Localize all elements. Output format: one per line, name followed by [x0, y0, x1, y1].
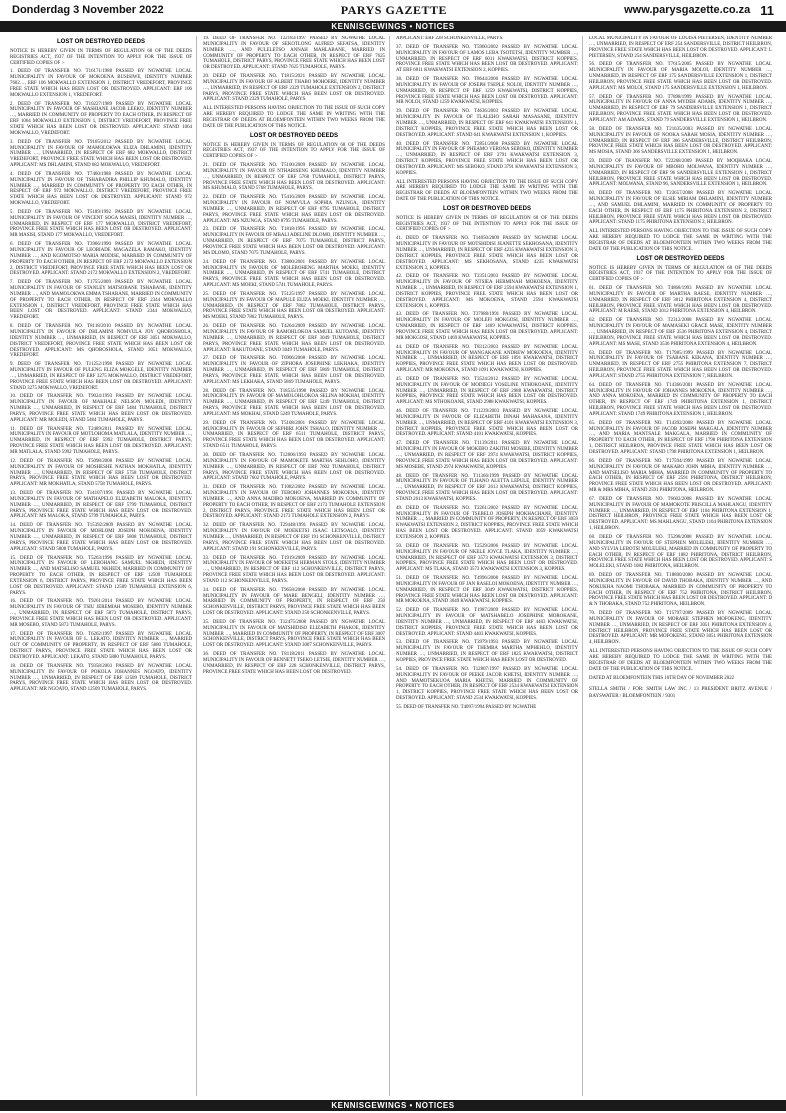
notice-paragraph: 19. DEED OF TRANSFER NO. T22183/1997 PASSED BY NGWATHE LOCAL MUNICIPALITY IN FAVOUR OF SEKOTLONG ALFRED SEFATSA, IDENTITY NUMBER …, AND PULELETSO ANNAH MAHLABANE, MARRIED IN COMMUNITY OF PROPERTY TO EACH OTHER, IN RESPECT OF ERF 7625 TUMAHOLE, DISTRICT PARYS, PROVINCE FREE STATE WHICH HAS BEEN LOST OR DESTROYED. APPLICANT: STAND 7625 TUMAHOLE, PARYS.	[203, 36, 385, 71]
notice-paragraph: 31. DEED OF TRANSFER NO. T1082/2002 PASSED BY NGWATHE LOCAL MUNICIPALITY IN FAVOUR OF TEBOHO JOHANNES MOKOENA, IDENTITY NUMBER …, AND ANNA MADIRO MOKOENA, MARRIED IN COMMUNITY OF PROPERTY TO EACH OTHER, IN RESPECT OF ERF 2173 TUMAHOLE EXTENSION 2, DISTRICT PARYS, PROVINCE FREE STATE WHICH HAS BEEN LOST OR DESTROYED. APPLICANT: STAND 2173 TUMAHOLE EXTENSION 2, PARYS.	[203, 485, 385, 520]
notice-paragraph: ALL INTERESTED PERSONS HAVING OBJECTION TO THE ISSUE OF SUCH COPY ARE HEREBY REQUIRED TO LODGE THE SAME IN WRITING WITH THE REGISTRAR OF DEEDS AT BLOEMFONTEIN WITHIN TWO WEEKS FROM THE DATE OF THE PUBLICATION OF THIS NOTICE.	[589, 649, 772, 672]
notice-paragraph: 13. DEED OF TRANSFER NO. T14107/1991 PASSED BY NGWATHE LOCAL MUNICIPALITY IN FAVOUR OF MATHAPELO ELIZABETH MALOKA, IDENTITY NUMBER …, UNMARRIED, IN RESPECT OF ERF 5799 TUMAHOLE, DISTRICT PARYS, PROVINCE FREE STATE WHICH HAS BEEN LOST OR DESTROYED. APPLICANT: MS MALOKA, STAND 5799 TUMAHOLE, PARYS.	[10, 491, 192, 520]
notice-paragraph: 44. DEED OF TRANSFER NO. T8312/2003 PASSED BY NGWATHE LOCAL MUNICIPALITY IN FAVOUR OF MANGAKANE ANDREW MOKOENA, IDENTITY NUMBER …, UNMARRIED, IN RESPECT OF ERF 1091 KWAKWATSI, DISTRICT KOPPIES, PROVINCE FREE STATE WHICH HAS BEEN LOST OR DESTROYED. APPLICANT: MR MOKOENA, STAND 1091 KWAKWATSI, KOPPIES.	[396, 344, 578, 374]
notice-paragraph: LOCAL MUNICIPALITY IN FAVOUR OF LOUISA PIETERSEN, IDENTITY NUMBER …, UNMARRIED, IN RESPECT OF ERF 254 SANDERSVILLE, DISTRICT HEILBRON, PROVINCE FREE STATE WHICH HAS BEEN LOST OR DESTROYED. APPLICANT: L PIETERSEN, STAND 254 SANDERSVILLE, HEILBRON.	[589, 36, 772, 59]
notice-paragraph: 28. DEED OF TRANSFER NO. T18535/1998 PASSED BY NGWATHE LOCAL MUNICIPALITY IN FAVOUR OF MAMOLOHLOKOA SELINA MOKHAI, IDENTITY NUMBER …, UNMARRIED, IN RESPECT OF ERF 5249 TUMAHOLE, DISTRICT PARYS, PROVINCE FREE STATE WHICH HAS BEEN LOST OR DESTROYED. APPLICANT: MS MOKHAI, STAND 5249 TUMAHOLE, PARYS.	[203, 388, 385, 417]
notice-paragraph: 55. DEED OF TRANSFER NO. T4097/1994 PASSED BY NGWATHE	[396, 704, 537, 710]
notice-paragraph: 25. DEED OF TRANSFER NO. T5125/1997 PASSED BY NGWATHE LOCAL MUNICIPALITY IN FAVOUR OF MAPULE ELIZA MOEKI, IDENTITY NUMBER …, UNMARRIED, IN RESPECT OF ERF 7862 TUMAHOLE, DISTRICT PARYS, PROVINCE FREE STATE WHICH HAS BEEN LOST OR DESTROYED. APPLICANT: MS MOEKI, STAND 7862 TUMAHOLE, PARYS.	[203, 291, 385, 321]
notice-paragraph: 69. DEED OF TRANSFER NO. T18800/2000 PASSED BY NGWATHE LOCAL MUNICIPALITY IN FAVOUR OF DAVID THOBAKA, IDENTITY NUMBER …, AND NOKUKHA NAOMI THOBAKA, MARRIED IN COMMUNITY OF PROPERTY TO EACH OTHER, IN RESPECT OF ERF 752 PHIRITONA, DISTRICT HEILBRON, PROVINCE FREE STATE WHICH HAS BEEN LOST OR DESTROYED. APPLICANT: D & N THOBAKA, STAND 752 PHIRITONA, HEILBRON.	[589, 573, 772, 608]
notice-paragraph: 16. DEED OF TRANSFER NO. T9261/2014 PASSED BY NGWATHE LOCAL MUNICIPALITY IN FAVOUR OF TSIU JEREMIAH MOSEBO, IDENTITY NUMBER …, UNMARRIED, IN RESPECT OF ERF 5873 TUMAHOLE, DISTRICT PARYS, PROVINCE FREE STATE WHICH HAS BEEN LOST OR DESTROYED. APPLICANT: MR MOSEBO, STAND 5873 TUMAHOLE, PARYS.	[10, 599, 192, 628]
notice-paragraph: 62. DEED OF TRANSFER NO. T2312/2008 PASSED BY NGWATHE LOCAL MUNICIPALITY IN FAVOUR OF MAMASEKI GRACE MASE, IDENTITY NUMBER …, UNMARRIED, IN RESPECT OF ERF 3536 PHIRITONA EXTENSION 4, DISTRICT HEILBRON, PROVINCE FREE STATE WHICH HAS BEEN LOST OR DESTROYED. APPLICANT: MS MASE, STAND 3536 PHIRITONA EXTENSION 4, HEILBRON.	[589, 318, 772, 347]
newspaper-title: PARYS GAZETTE	[340, 2, 447, 17]
notice-paragraph: 8. DEED OF TRANSFER NO. T8118/2010 PASSED BY NGWATHE LOCAL MUNICIPALITY IN FAVOUR OF DHLAMINI NOMVULA JOY QHOBOSHOLA, IDENTITY NUMBER …, UNMARRIED, IN RESPECT OF ERF 3051 MOKWALLO, DISTRICT VREDEFORT, PROVINCE FREE STATE WHICH HAS BEEN LOST OR DESTROYED. APPLICANT: MS QHOBOSHOLA, STAND 3051 MOKWALLO, VREDEFORT.	[10, 324, 192, 359]
notice-paragraph: 3. DEED OF TRANSFER NO. T9165/2012 PASSED BY NGWATHE LOCAL MUNICIPALITY IN FAVOUR OF MAMOLOKWA ELIZA DHLAMINI, IDENTITY NUMBER …, UNMARRIED, IN RESPECT OF ERF 682 MOKWALLO, DISTRICT VREDEFORT, PROVINCE FREE STATE WHICH HAS BEEN LOST OR DESTROYED. APPLICANT: MS DHLAMINI, STAND 682 MOKWALLO, VREDEFORT.	[10, 139, 192, 169]
signature-block: STELLA SMITH / FOR: SMITH LAW INC / 13 PRESIDENT BRITZ AVENUE / BAYSWATER / BLOEMFONTEIN / 9301	[589, 687, 772, 699]
section-banner-bottom: KENNISGEWINGS • NOTICES	[0, 1100, 786, 1111]
notice-paragraph: 27. DEED OF TRANSFER NO. T6906/2008 PASSED BY NGWATHE LOCAL MUNICIPALITY IN FAVOUR OF ZIPHORA JOSEPHINE LEKHAKA, IDENTITY NUMBER …, UNMARRIED, IN RESPECT OF ERF 5869 TUMAHOLE, DISTRICT PARYS, PROVINCE FREE STATE WHICH HAS BEEN LOST OR DESTROYED. APPLICANT: MS LEKHAKA, STAND 5869 TUMAHOLE, PARYS.	[203, 356, 385, 385]
notice-paragraph: 22. DEED OF TRANSFER NO. T5416/2009 PASSED BY NGWATHE LOCAL MUNICIPALITY IN FAVOUR OF NOMVULA SOPHIA NZUNGA, IDENTITY NUMBER …, UNMARRIED, IN RESPECT OF ERF 8795 TUMAHOLE, DISTRICT PARYS, PROVINCE FREE STATE WHICH HAS BEEN LOST OR DESTROYED. APPLICANT: MS NZUNGA, STAND 8795 TUMAHOLE, PARYS.	[203, 195, 385, 224]
page-header	[0, 0, 786, 20]
notice-paragraph: 12. DEED OF TRANSFER NO. T5098/2008 PASSED BY NGWATHE LOCAL MUNICIPALITY IN FAVOUR OF MOSHESHE NATHAN MOKHATLA, IDENTITY NUMBER …, UNMARRIED, IN RESPECT OF ERF 5758 TUMAHOLE, DISTRICT PARYS, PROVINCE FREE STATE WHICH HAS BEEN LOST OR DESTROYED. APPLICANT: MR MOKHATLA, STAND 5758 TUMAHOLE, PARYS.	[10, 458, 192, 488]
notice-paragraph: 51. DEED OF TRANSFER NO. T4996/2008 PASSED BY NGWATHE LOCAL MUNICIPALITY IN FAVOUR OF JAN RASELOI MOKOENA, IDENTITY NUMBER …, UNMARRIED, IN RESPECT OF ERF 3049 KWAKWATSI, DISTRICT KOPPIES, PROVINCE FREE STATE WHICH HAS BEEN LOST OR DESTROYED. APPLICANT: MR MOKOENA, STAND 3049 KWAKWATSI, KOPPIES.	[396, 576, 578, 605]
notice-paragraph: NOTICE IS HEREBY GIVEN IN TERMS OF REGULATION 68 OF THE DEEDS REGISTRIES ACT, 1937 OF THE INTENTION TO APPLY FOR THE ISSUE OF CERTIFIED COPIES OF :-	[396, 215, 578, 233]
notice-paragraph: NOTICE IS HEREBY GIVEN IN TERMS OF REGULATION 68 OF THE DEEDS REGISTRIES ACT, 1937 OF THE INTENTION TO APPLY FOR THE ISSUE OF CERTIFIED COPIES OF :-	[203, 142, 385, 160]
notice-paragraph: 52. DEED OF TRANSFER NO. T1987/2009 PASSED BY NGWATHE LOCAL MUNICIPALITY IN FAVOUR OF MATSHABELO JOSEPHINE MOROKANE, IDENTITY NUMBER …, UNMARRIED, IN RESPECT OF ERF 4403 KWAKWATSI, DISTRICT KOPPIES, PROVINCE FREE STATE WHICH HAS BEEN LOST OR DESTROYED. APPLICANT: STAND 4403 KWAKWATSI, KOPPIES.	[396, 608, 578, 637]
notice-paragraph: 34. DEED OF TRANSFER NO. T9658/2008 PASSED BY NGWATHE LOCAL MUNICIPALITY IN FAVOUR OF MARE BENGELI, IDENTITY NUMBER …, MARRIED IN COMMUNITY OF PROPERTY, IN RESPECT OF ERF 250 SCHONKENVILLE, DISTRICT PARYS, PROVINCE FREE STATE WHICH HAS BEEN LOST OR DESTROYED. APPLICANT: STAND 250 SCHONKENVILLE, PARYS.	[203, 587, 385, 617]
notice-paragraph: 10. DEED OF TRANSFER NO. T9024/1993 PASSED BY NGWATHE LOCAL MUNICIPALITY IN FAVOUR OF MAKHALE NELSON MOLEDI, IDENTITY NUMBER …, UNMARRIED, IN RESPECT OF ERF 5484 TUMAHOLE, DISTRICT PARYS, PROVINCE FREE STATE WHICH HAS BEEN LOST OR DESTROYED. APPLICANT: MR MOLEDI, STAND 5484 TUMAHOLE, PARYS.	[10, 394, 192, 423]
website-link[interactable]: www.parysgazette.co.za	[624, 4, 751, 16]
section-banner-top: KENNISGEWINGS • NOTICES	[0, 21, 786, 32]
notice-paragraph: 47. DEED OF TRANSFER NO. T1139/2011 PASSED BY NGWATHE LOCAL MUNICIPALITY IN FAVOUR OF MOKEBO ZAKITHI MOSEBE, IDENTITY NUMBER …, UNMARRIED, IN RESPECT OF ERF 2974 KWAKWATSI, DISTRICT KOPPIES, PROVINCE FREE STATE WHICH HAS BEEN LOST OR DESTROYED. APPLICANT: MS MOSEBE, STAND 2974 KWAKWATSI, KOPPIES.	[396, 441, 578, 470]
notice-paragraph: ALL INTERESTED PERSONS HAVING OBJECTION TO THE ISSUE OF SUCH COPY ARE HEREBY REQUIRED TO LODGE THE SAME IN WRITING WITH THE REGISTRAR OF DEEDS AT BLOEMFONTEIN WITHIN TWO WEEKS FROM THE DATE OF THE PUBLICATION OF THIS NOTICE.	[396, 179, 578, 203]
notice-paragraph: 40. DEED OF TRANSFER NO. T2851/2008 PASSED BY NGWATHE LOCAL MUNICIPALITY IN FAVOUR OF PHEAMO VERONA SEBOKO, IDENTITY NUMBER …, UNMARRIED, IN RESPECT OF ERF 3791 KWAKWATSI EXTENSION 3, DISTRICT KOPPIES, PROVINCE FREE STATE WHICH HAS BEEN LOST OR DESTROYED. APPLICANT: MS SEBOKO, STAND 3791 KWAKWATSI EXTENSION 3, KOPPIES.	[396, 141, 578, 176]
notice-paragraph: 37. DEED OF TRANSFER NO. T5960/2002 PASSED BY NGWATHE LOCAL MUNICIPALITY IN FAVOUR OF LAMOS LEBA TSOTETSI, IDENTITY NUMBER …, UNMARRIED, IN RESPECT OF ERF 6011 KWAKWATSI, DISTRICT KOPPIES, PROVINCE FREE STATE WHICH HAS BEEN LOST OR DESTROYED. APPLICANT: AT ERF 6011 KWAKWATSI EXTENSION 2, KOPPIES.	[396, 44, 578, 74]
notice-paragraph: 17. DEED OF TRANSFER NO. T6262/1997 PASSED BY NGWATHE LOCAL MUNICIPALITY IN FAVOUR OF L. LEKATO, IDENTITY NUMBER …, MARRIED OUT OF COMMUNITY OF PROPERTY, IN RESPECT OF ERF 5880 TUMAHOLE, DISTRICT PARYS, PROVINCE FREE STATE WHICH HAS BEEN LOST OR DESTROYED. APPLICANT: LEKATO, STAND 5880 TUMAHOLE, PARYS.	[10, 631, 192, 660]
notice-paragraph: 45. DEED OF TRANSFER NO. T3524/2012 PASSED BY NGWATHE LOCAL MUNICIPALITY IN FAVOUR OF MODIEGI YOSELINE NTHOKOANE, IDENTITY NUMBER …, UNMARRIED, IN RESPECT OF ERF 2988 KWAKWATSI, DISTRICT KOPPIES, PROVINCE FREE STATE WHICH HAS BEEN LOST OR DESTROYED. APPLICANT: MS NTHOKOANE, STAND 2988 KWAKWATSI, KOPPIES.	[396, 376, 578, 406]
notice-paragraph: 23. DEED OF TRANSFER NO. T1818/1995 PASSED BY NGWATHE LOCAL MUNICIPALITY IN FAVOUR OF MBALI ADELINE DLOMO, IDENTITY NUMBER …, UNMARRIED, IN RESPECT OF ERF 7075 TUMAHOLE, DISTRICT PARYS, PROVINCE FREE STATE WHICH HAS BEEN LOST OR DESTROYED. APPLICANT: MS DLOMO, STAND 7075 TUMAHOLE, PARYS.	[203, 227, 385, 256]
notice-paragraph: ALL INTERESTED PERSONS HAVING OBJECTION TO THE ISSUE OF SUCH COPY ARE HEREBY REQUIRED TO LODGE THE SAME IN WRITING WITH THE REGISTRAR OF DEEDS AT BLOEMFONTEIN WITHIN TWO WEEKS FROM THE DATE OF THE PUBLICATION OF THIS NOTICE.	[589, 229, 772, 252]
notice-paragraph: 60. DEED OF TRANSFER NO. T23657/2008 PASSED BY NGWATHE LOCAL MUNICIPALITY IN FAVOUR OF ELSIE MIRIAM DHLAMINI, IDENTITY NUMBER …, AND SAMUEL DHLAMINI, MARRIED IN COMMUNITY OF PROPERTY TO EACH OTHER, IN RESPECT OF ERF 1175 PHIRITONA EXTENSION 2, DISTRICT HEILBRON, PROVINCE FREE STATE WHICH HAS BEEN LOST OR DESTROYED. APPLICANT: STAND 1175 PHIRITONA EXTENSION 2, HEILBRON.	[589, 191, 772, 226]
notice-paragraph: 1. DEED OF TRANSFER NO. T16171/1988 PASSED BY NGWATHE LOCAL MUNICIPALITY IN FAVOUR OF MOKOENA BUSISIWE, IDENTITY NUMBER 7602…, ERF 106 MOKWALLO EXTENSION 1, DISTRICT VREDEFORT, PROVINCE FREE STATE WHICH HAS BEEN LOST OR DESTROYED. APPLICANT: ERF 106 MOKWALLO EXTENSION 1, VREDEFORT.	[10, 69, 192, 98]
notice-paragraph: 7. DEED OF TRANSFER NO. T1755/2009 PASSED BY NGWATHE LOCAL MUNICIPALITY IN FAVOUR OF STANLEY MATSOBANE TSHABANE, IDENTITY NUMBER …, AND MAMOLOKWA EMMA TSHABANE, MARRIED IN COMMUNITY OF PROPERTY TO EACH OTHER, IN RESPECT OF ERF 2344 MOKWALLO EXTENSION 1, DISTRICT VREDEFORT, PROVINCE FREE STATE WHICH HAS BEEN LOST OR DESTROYED. APPLICANT: STAND 2344 MOKWALLO, VREDEFORT.	[10, 280, 192, 321]
notice-paragraph: 2. DEED OF TRANSFER NO. T10227/1989 PASSED BY NGWATHE LOCAL MUNICIPALITY IN FAVOUR OF MASHIANE JACOB LEEKO, IDENTITY NUMBER …, MARRIED IN COMMUNITY OF PROPERTY TO EACH OTHER, IN RESPECT OF ERF 1064 MOKWALLO EXTENSION 1, DISTRICT VREDEFORT, PROVINCE FREE STATE WHICH HAS BEEN LOST OR DESTROYED. APPLICANT: STAND 1064 MOKWALLO, VREDEFORT.	[10, 101, 192, 136]
page-number: 11	[760, 2, 774, 18]
notice-paragraph: 35. DEED OF TRANSFER NO. T12475/2008 PASSED BY NGWATHE LOCAL MUNICIPALITY IN FAVOUR OF MATSHIDISO ELIZABETH PHAKOE, IDENTITY NUMBER …, MARRIED IN COMMUNITY OF PROPERTY, IN RESPECT OF ERF 3007 SCHONKENVILLE, DISTRICT PARYS, PROVINCE FREE STATE WHICH HAS BEEN LOST OR DESTROYED. APPLICANT: STAND 3007 SCHONKENVILLE, PARYS.	[203, 619, 385, 649]
notice-paragraph: 29. DEED OF TRANSFER NO. T5108/2001 PASSED BY NGWATHE LOCAL MUNICIPALITY IN FAVOUR OF SEPHIRI JOHN TSHALO, IDENTITY NUMBER …, UNMARRIED, IN RESPECT OF ERF 6511 TUMAHOLE, DISTRICT PARYS, PROVINCE FREE STATE WHICH HAS BEEN LOST OR DESTROYED. APPLICANT: STAND 6511 TUMAHOLE, PARYS.	[203, 420, 385, 450]
notice-paragraph: 38. DEED OF TRANSFER NO. T8644/2000 PASSED BY NGWATHE LOCAL MUNICIPALITY IN FAVOUR OF JOSEPH TSEPLE NOLOI, IDENTITY NUMBER …, UNMARRIED, IN RESPECT OF ERF 1259 KWAKWATSI, DISTRICT KOPPIES, PROVINCE FREE STATE WHICH HAS BEEN LOST OR DESTROYED. APPLICANT: MR NOLOI, STAND 1259 KWAKWATSI, KOPPIES.	[396, 77, 578, 106]
notice-paragraph: 67. DEED OF TRANSFER NO. T6602/2008 PASSED BY NGWATHE LOCAL MUNICIPALITY IN FAVOUR OF MAMOKOTE PRISCILLA MAHLANGU, IDENTITY NUMBER …, UNMARRIED, IN RESPECT OF ERF 1104 PHIRITONA EXTENSION 1, DISTRICT HEILBRON, PROVINCE FREE STATE WHICH HAS BEEN LOST OR DESTROYED. APPLICANT: MS MAHLANGU, STAND 1104 PHIRITONA EXTENSION 1, HEILBRON.	[589, 496, 772, 532]
section-heading: LOST OR DESTROYED DEEDS	[442, 205, 531, 212]
notice-paragraph: 5. DEED OF TRANSFER NO. T5189/1992 PASSED BY NGWATHE LOCAL MUNICIPALITY IN FAVOUR OF VINCENT SOGA MASISI, IDENTITY NUMBER …, UNMARRIED, IN RESPECT OF ERF 177 MOKWALLO, DISTRICT VREDEFORT, PROVINCE FREE STATE WHICH HAS BEEN LOST OR DESTROYED. APPLICANT: MR MASISI, STAND 177 MOKWALLO, VREDEFORT.	[10, 209, 192, 239]
notice-paragraph: 30. DEED OF TRANSFER NO. T12806/1993 PASSED BY NGWATHE LOCAL MUNICIPALITY IN FAVOUR OF MAMOKETE MARTHA SEHLOHO, IDENTITY NUMBER …, UNMARRIED, IN RESPECT OF ERF 7602 TUMAHOLE, DISTRICT PARYS, PROVINCE FREE STATE WHICH HAS BEEN LOST OR DESTROYED. APPLICANT: STAND 7602 TUMAHOLE, PARYS.	[203, 453, 385, 482]
notice-paragraph: 54. DEED OF TRANSFER NO. T12807/1997 PASSED BY NGWATHE LOCAL MUNICIPALITY IN FAVOUR OF PEEKE JACOB KHETSI, IDENTITY NUMBER …, AND MAMOTSEKUOA MARIA KHETSI, MARRIED IN COMMUNITY OF PROPERTY TO EACH OTHER, IN RESPECT OF ERF 2534 KWAKWATSI EXTENSION 1, DISTRICT KOPPIES, PROVINCE FREE STATE WHICH HAS BEEN LOST OR DESTROYED. APPLICANT: STAND 2534 KWAKWATSI, KOPPIES.	[396, 666, 578, 702]
notice-paragraph: 49. DEED OF TRANSFER NO. T2261/2002 PASSED BY NGWATHE LOCAL MUNICIPALITY IN FAVOUR OF TSEBELO JOSEPH MOKHACHANE, IDENTITY NUMBER …, MARRIED IN COMMUNITY OF PROPERTY, IN RESPECT OF ERF 3059 KWAKWATSI EXTENSION 2, DISTRICT KOPPIES, PROVINCE FREE STATE WHICH HAS BEEN LOST OR DESTROYED. APPLICANT: STAND 3059 KWAKWATSI EXTENSION 2, KOPPIES.	[396, 505, 578, 540]
notice-paragraph: APPLICANT: ERF 228 SCHONKENVILLE, PARYS.	[396, 36, 504, 41]
notice-paragraph: DATED AT BLOEMFONTEIN THIS 10TH DAY OF NOVEMBER 2022	[589, 675, 735, 681]
notice-paragraph: 58. DEED OF TRANSFER NO. T21035/2003 PASSED BY NGWATHE LOCAL MUNICIPALITY IN FAVOUR OF NOOKA SARAH MOSIA, IDENTITY NUMBER …, UNMARRIED, IN RESPECT OF ERF 366 SANDERSVILLE, DISTRICT HEILBRON, PROVINCE FREE STATE WHICH HAS BEEN LOST OR DESTROYED. APPLICANT: MS MOSIA, STAND 366 SANDERSVILLE EXTENSION 1, HEILBRON.	[589, 126, 772, 156]
column-1	[10, 36, 197, 1096]
notice-paragraph: 50. DEED OF TRANSFER NO. T2529/2006 PASSED BY NGWATHE LOCAL MUNICIPALITY IN FAVOUR OF NKELE JOYCE TLAKA, IDENTITY NUMBER …, UNMARRIED, IN RESPECT OF ERF 3573 KWAKWATSI EXTENSION 3, DISTRICT KOPPIES, PROVINCE FREE STATE WHICH HAS BEEN LOST OR DESTROYED. APPLICANT: MS TLAKA, STAND 3573 KWAKWATSI EXTENSION 3, KOPPIES.	[396, 543, 578, 573]
section-heading: LOST OR DESTROYED DEEDS	[56, 39, 145, 45]
notice-paragraph: 64. DEED OF TRANSFER NO. T14366/2001 PASSED BY NGWATHE LOCAL MUNICIPALITY IN FAVOUR OF JOHANNES MOKOENA, IDENTITY NUMBER …, AND ANNA MOKOENA, MARRIED IN COMMUNITY OF PROPERTY TO EACH OTHER, IN RESPECT OF ERF 1749 PHIRITONA EXTENSION 1, DISTRICT HEILBRON, PROVINCE FREE STATE WHICH HAS BEEN LOST OR DESTROYED. APPLICANT: STAND 1749 PHIRITONA EXTENSION 1, HEILBRON.	[589, 382, 772, 417]
notice-paragraph: 57. DEED OF TRANSFER NO. T7898/1999 PASSED BY NGWATHE LOCAL MUNICIPALITY IN FAVOUR OF ANNA MYDEH ADAMS, IDENTITY NUMBER …, UNMARRIED, IN RESPECT OF ERF 79 SANDERSVILLE EXTENSION 1, DISTRICT HEILBRON, PROVINCE FREE STATE WHICH HAS BEEN LOST OR DESTROYED. APPLICANT: AM ADAMS, STAND 79 SANDERSVILLE EXTENSION 1, HEILBRON.	[589, 94, 772, 123]
issue-date: Donderdag 3 November 2022	[12, 4, 164, 16]
notice-paragraph: 63. DEED OF TRANSFER NO. T17985/1999 PASSED BY NGWATHE LOCAL MUNICIPALITY IN FAVOUR OF TSABANE KEKANA, IDENTITY NUMBER …, UNMARRIED, IN RESPECT OF ERF 2755 PHIRITONA EXTENSION 7, DISTRICT HEILBRON, PROVINCE FREE STATE WHICH HAS BEEN LOST OR DESTROYED. APPLICANT: STAND 2755 PHIRITONA EXTENSION 7, HEILBRON.	[589, 350, 772, 379]
column-2	[203, 36, 390, 1096]
notice-paragraph: 48. DEED OF TRANSFER NO. T11366/1999 PASSED BY NGWATHE LOCAL MUNICIPALITY IN FAVOUR OF TLHANO ALETTA LEPULE, IDENTITY NUMBER …, UNMARRIED, IN RESPECT OF ERF 2613 KWAKWATSI, DISTRICT KOPPIES, PROVINCE FREE STATE WHICH HAS BEEN LOST OR DESTROYED. APPLICANT: STAND 2613 KWAKWATSI, KOPPIES.	[396, 473, 578, 502]
notice-paragraph: 18. DEED OF TRANSFER NO. T9358/2003 PASSED BY NGWATHE LOCAL MUNICIPALITY IN FAVOUR OF POKOLA JOHANNES NGOATO, IDENTITY NUMBER …, UNMARRIED, IN RESPECT OF ERF 12509 TUMAHOLE, DISTRICT PARYS, PROVINCE FREE STATE WHICH HAS BEEN LOST OR DESTROYED. APPLICANT: MR NGOATO, STAND 12509 TUMAHOLE, PARYS.	[10, 663, 192, 693]
notice-paragraph: 42. DEED OF TRANSFER NO. T2351/2003 PASSED BY NGWATHE LOCAL MUNICIPALITY IN FAVOUR OF NTSIEA HERMINAH MOKOENA, IDENTITY NUMBER …, UNMARRIED, IN RESPECT OF ERF 2594 KWAKWATSI EXTENSION 1, DISTRICT KOPPIES, PROVINCE FREE STATE WHICH HAS BEEN LOST OR DESTROYED. APPLICANT: MS MOKOENA, STAND 2594 KWAKWATSI EXTENSION 1, KOPPIES.	[396, 274, 578, 309]
notice-paragraph: 20. DEED OF TRANSFER NO. T1815/2021 PASSED BY NGWATHE LOCAL MUNICIPALITY IN FAVOUR OF ALBERT THABO MOHOERE, IDENTITY NUMBER …, UNMARRIED, IN RESPECT OF ERF 2329 TUMAHOLE EXTENSION 2, DISTRICT PARYS, PROVINCE FREE STATE WHICH HAS BEEN LOST OR DESTROYED. APPLICANT: STAND 2329 TUMAHOLE, PARYS.	[203, 74, 385, 103]
notice-paragraph: 33. DEED OF TRANSFER NO. T1919/2009 PASSED BY NGWATHE LOCAL MUNICIPALITY IN FAVOUR OF MOEKETSI HERMAN STOLS, IDENTITY NUMBER …, UNMARRIED, IN RESPECT OF ERF 112 SCHONKENVILLE, DISTRICT PARYS, PROVINCE FREE STATE WHICH HAS BEEN LOST OR DESTROYED. APPLICANT: STAND 112 SCHONKENVILLE, PARYS.	[203, 555, 385, 584]
notice-paragraph: 53. DEED OF TRANSFER NO. T3979/1993 PASSED BY NGWATHE LOCAL MUNICIPALITY IN FAVOUR OF THEMBA MARTHA MPHEHLO, IDENTITY NUMBER …, UNMARRIED, IN RESPECT OF ERF 1825 KWAKWATSI, DISTRICT KOPPIES, PROVINCE FREE STATE WHICH HAS BEEN LOST OR DESTROYED.	[396, 640, 578, 663]
notice-paragraph: 46. DEED OF TRANSFER NO. T11239/2003 PASSED BY NGWATHE LOCAL MUNICIPALITY IN FAVOUR OF ELIZABETH DINAH MAHASANA, IDENTITY NUMBER …, UNMARRIED, IN RESPECT OF ERF 4101 KWAKWATSI EXTENSION 3, DISTRICT KOPPIES, PROVINCE FREE STATE WHICH HAS BEEN LOST OR DESTROYED. APPLICANT: STAND 4101 KWAKWATSI, KOPPIES.	[396, 409, 578, 438]
notice-paragraph: 21. DEED OF TRANSFER NO. T5100/2009 PASSED BY NGWATHE LOCAL MUNICIPALITY IN FAVOUR OF NTHABISENG KHUMALO, IDENTITY NUMBER …, UNMARRIED, IN RESPECT OF ERF 5768 TUMAHOLE, DISTRICT PARYS, PROVINCE FREE STATE WHICH HAS BEEN LOST OR DESTROYED. APPLICANT: MS KHUMALO, STAND 5768 TUMAHOLE, PARYS.	[203, 163, 385, 192]
notice-paragraph: 39. DEED OF TRANSFER NO. T4636/2003 PASSED BY NGWATHE LOCAL MUNICIPALITY IN FAVOUR OF TLALEHO SARAH MASASANE, IDENTITY NUMBER …, UNMARRIED, IN RESPECT OF ERF 641 KWAKWATSI EXTENSION 1, DISTRICT KOPPIES, PROVINCE FREE STATE WHICH HAS BEEN LOST OR DESTROYED. APPLICANT: STAND 641 KWAKWATSI EXTENSION 1, KOPPIES.	[396, 109, 578, 138]
column-3	[396, 36, 583, 1096]
notice-paragraph: 68. DEED OF TRANSFER NO. T5298/2008 PASSED BY NGWATHE LOCAL MUNICIPALITY IN FAVOUR OF STEPHEN MOLELEKI, IDENTITY NUMBER …, AND SYLVIA LEBOTSI MOLELEKI, MARRIED IN COMMUNITY OF PROPERTY TO EACH OTHER, IN RESPECT OF ERF 1082 PHIRITONA, DISTRICT HEILBRON, PROVINCE FREE STATE WHICH HAS BEEN LOST OR DESTROYED. APPLICANT: S MOLELEKI, STAND 1082 PHIRITONA, HEILBRON.	[589, 534, 772, 570]
section-heading: LOST OR DESTROYED DEEDS	[249, 132, 338, 139]
notice-paragraph: 9. DEED OF TRANSFER NO. T11252/1998 PASSED BY NGWATHE LOCAL MUNICIPALITY IN FAVOUR OF PULENG ELIZA MOKGELE, IDENTITY NUMBER …, UNMARRIED, IN RESPECT OF ERF 3275 MOKWALLO, DISTRICT VREDEFORT, PROVINCE FREE STATE WHICH HAS BEEN LOST OR DESTROYED. APPLICANT: STAND 3275 MOKWALLO, VREDEFORT.	[10, 362, 192, 391]
notice-paragraph: 61. DEED OF TRANSFER NO. T4868/1993 PASSED BY NGWATHE LOCAL MUNICIPALITY IN FAVOUR OF MARTHA RAESE, IDENTITY NUMBER …, UNMARRIED, IN RESPECT OF ERF 3012 PHIRITONA EXTENSION 4, DISTRICT HEILBRON, PROVINCE FREE STATE WHICH HAS BEEN LOST OR DESTROYED. APPLICANT: M RAESE, STAND 3012 PHIRITONA EXTENSION 4, HEILBRON.	[589, 286, 772, 315]
notice-paragraph: 32. DEED OF TRANSFER NO. T29448/1991 PASSED BY NGWATHE LOCAL MUNICIPALITY IN FAVOUR OF MOEKETSI ISAAC LETSOALO, IDENTITY NUMBER …, UNMARRIED, IN RESPECT OF ERF 191 SCHONKENVILLE, DISTRICT PARYS, PROVINCE FREE STATE WHICH HAS BEEN LOST OR DESTROYED. APPLICANT: STAND 191 SCHONKENVILLE, PARYS.	[203, 523, 385, 552]
notice-paragraph: 6. DEED OF TRANSFER NO. T3966/1990 PASSED BY NGWATHE LOCAL MUNICIPALITY IN FAVOUR OF LEOBIADE MAGAZELA RAMAKO, IDENTITY NUMBER …, AND KGOMOTSO MARIA MODISE, MARRIED IN COMMUNITY OF PROPERTY TO EACH OTHER, IN RESPECT OF ERF 2172 MOKWALLO EXTENSION 2, DISTRICT VREDEFORT, PROVINCE FREE STATE WHICH HAS BEEN LOST OR DESTROYED. APPLICANT: STAND 2172 MOKWALLO EXTENSION 2, VREDEFORT.	[10, 242, 192, 277]
section-heading: LOST OR DESTROYED DEEDS	[636, 255, 725, 262]
notice-paragraph: 59. DEED OF TRANSFER NO. T22268/2009 PASSED BY MOQHAKA LOCAL MUNICIPALITY IN FAVOUR OF MBOHO MOLWANA, IDENTITY NUMBER …, UNMARRIED, IN RESPECT OF ERF 96 SANDERSVILLE EXTENSION 1, DISTRICT HEILBRON, PROVINCE FREE STATE WHICH HAS BEEN LOST OR DESTROYED. APPLICANT: MOLWANA, STAND 96, SANDERSVILLE EXTENSION 1, HEILBRON.	[589, 159, 772, 188]
notice-paragraph: 26. DEED OF TRANSFER NO. T4264/2009 PASSED BY NGWATHE LOCAL MUNICIPALITY IN FAVOUR OF RAMOHLOKOA SAMUEL KUTOANE, IDENTITY NUMBER …, UNMARRIED, IN RESPECT OF ERF 3049 TUMAHOLE, DISTRICT PARYS, PROVINCE FREE STATE WHICH HAS BEEN LOST OR DESTROYED. APPLICANT: RAKUTOANE, STAND 3049 TUMAHOLE, PARYS.	[203, 324, 385, 353]
notice-paragraph: ALL INTERESTED PERSONS HAVING OBJECTION TO THE ISSUE OF SUCH COPY ARE HEREBY REQUIRED TO LODGE THE SAME IN WRITING WITH THE REGISTRAR OF DEEDS AT BLOEMFONTEIN WITHIN TWO WEEKS FROM THE DATE OF THE PUBLICATION OF THIS NOTICE.	[203, 106, 385, 129]
notice-paragraph: 15. DEED OF TRANSFER NO. T5263/1996 PASSED BY NGWATHE LOCAL MUNICIPALITY IN FAVOUR OF LEBOHANG SAMUEL NKHEDI, IDENTITY NUMBER …, AND MATSELISO SAMUEL NKHEDI, MARRIED IN COMMUNITY OF PROPERTY TO EACH OTHER, IN RESPECT OF ERF 12509 TUMAHOLE EXTENSION 6, DISTRICT PARYS, PROVINCE FREE STATE WHICH HAS BEEN LOST OR DESTROYED. APPLICANT: STAND 12509 TUMAHOLE EXTENSION 6, PARYS.	[10, 555, 192, 596]
notice-paragraph: 24. DEED OF TRANSFER NO. T3800/2001 PASSED BY NGWATHE LOCAL MUNICIPALITY IN FAVOUR OF MOLEBOHENG MARTHA MOEKI, IDENTITY NUMBER …, UNMARRIED, IN RESPECT OF ERF 5741 TUMAHOLE, DISTRICT PARYS, PROVINCE FREE STATE WHICH HAS BEEN LOST OR DESTROYED. APPLICANT: MS MOEKI, STAND 5741 TUMAHOLE, PARYS.	[203, 259, 385, 289]
notice-paragraph: 65. DEED OF TRANSFER NO. T14392/2008 PASSED BY NGWATHE LOCAL MUNICIPALITY IN FAVOUR OF JACOB JOSEPH MAKGALA, IDENTITY NUMBER …, AND MARIA MANTSALE MAKGALA, MARRIED IN COMMUNITY OF PROPERTY TO EACH OTHER, IN RESPECT OF ERF 1798 PHIRITONA EXTENSION 1, DISTRICT HEILBRON, PROVINCE FREE STATE WHICH HAS BEEN LOST OR DESTROYED. APPLICANT: STAND 1798 PHIRITONA EXTENSION 1, HEILBRON.	[589, 420, 772, 455]
header-right	[624, 3, 774, 18]
notice-paragraph: 14. DEED OF TRANSFER NO. T15392/2009 PASSED BY NGWATHE LOCAL MUNICIPALITY IN FAVOUR OF MOHLOMI JOSEPH MOKOENA, IDENTITY NUMBER …, UNMARRIED, IN RESPECT OF ERF 5808 TUMAHOLE, DISTRICT PARYS, PROVINCE FREE STATE WHICH HAS BEEN LOST OR DESTROYED. APPLICANT: STAND 5808 TUMAHOLE, PARYS.	[10, 523, 192, 552]
notice-paragraph: 43. DEED OF TRANSFER NO. T37988/1991 PASSED BY NGWATHE LOCAL MUNICIPALITY IN FAVOUR OF MOLEFI MOKGOSI, IDENTITY NUMBER …, UNMARRIED, IN RESPECT OF ERF 1469 KWAKWATSI, DISTRICT KOPPIES, PROVINCE FREE STATE WHICH HAS BEEN LOST OR DESTROYED. APPLICANT: MR MOKGOSI, STAND 1469 KWAKWATSI, KOPPIES.	[396, 312, 578, 341]
notice-paragraph: 36. DEED OF TRANSFER NO. T8118/2011 PASSED BY NGWATHE LOCAL MUNICIPALITY IN FAVOUR OF BENNETT TSEKO LETSIE, IDENTITY NUMBER …, UNMARRIED, IN RESPECT OF ERF 228 SCHONKENVILLE, DISTRICT PARYS, PROVINCE FREE STATE WHICH HAS BEEN LOST OR DESTROYED.	[203, 652, 385, 675]
notice-paragraph: 70. DEED OF TRANSFER NO. T15797/2009 PASSED BY NGWATHE LOCAL MUNICIPALITY IN FAVOUR OF MORAKE STEPHEN MOFOKENG, IDENTITY NUMBER …, UNMARRIED, IN RESPECT OF ERF 3051 PHIRITONA EXTENSION 4, DISTRICT HEILBRON, PROVINCE FREE STATE WHICH HAS BEEN LOST OR DESTROYED. APPLICANT: MR MOFOKENG, STAND 3051 PHIRITONA EXTENSION 4, HEILBRON.	[589, 611, 772, 646]
notice-paragraph: 11. DEED OF TRANSFER NO. T2489/2011 PASSED BY NGWATHE LOCAL MUNICIPALITY IN FAVOUR OF MOTLOHOMA MATLALA, IDENTITY NUMBER …, UNMARRIED, IN RESPECT OF ERF 5992 TUMAHOLE, DISTRICT PARYS, PROVINCE FREE STATE WHICH HAS BEEN LOST OR DESTROYED. APPLICANT: MR MATLALA, STAND 5992 TUMAHOLE, PARYS.	[10, 426, 192, 455]
notice-paragraph: NOTICE IS HEREBY GIVEN IN TERMS OF REGULATION 68 OF THE DEEDS REGISTRIES ACT, 1937 OF THE INTENTION TO APPLY FOR THE ISSUE OF CERTIFIED COPIES OF :-	[589, 265, 772, 283]
notice-paragraph: 41. DEED OF TRANSFER NO. T14050/2009 PASSED BY NGWATHE LOCAL MUNICIPALITY IN FAVOUR OF MOTSHIDISI JEANETTE SEKHOSANA, IDENTITY NUMBER …, UNMARRIED, IN RESPECT OF ERF 4235 KWAKWATSI EXTENSION 3, DISTRICT KOPPIES, PROVINCE FREE STATE WHICH HAS BEEN LOST OR DESTROYED. APPLICANT: MS SEKHOSANA, STAND 4235 KWAKWATSI EXTENSION 3, KOPPIES.	[396, 236, 578, 271]
column-4	[589, 36, 776, 1096]
notices-columns	[10, 36, 776, 1096]
notice-paragraph: 4. DEED OF TRANSFER NO. T7460/1988 PASSED BY NGWATHE LOCAL MUNICIPALITY IN FAVOUR OF TSHABADIRA PHILLIP KHUMALO, IDENTITY NUMBER …, MARRIED IN COMMUNITY OF PROPERTY TO EACH OTHER, IN RESPECT OF ERF 972 MOKWALLO, DISTRICT VREDEFORT, PROVINCE FREE STATE WHICH HAS BEEN LOST OR DESTROYED. APPLICANT: STAND 972 MOKWALLO, VREDEFORT.	[10, 171, 192, 207]
notice-paragraph: NOTICE IS HEREBY GIVEN IN TERMS OF REGULATION 68 OF THE DEEDS REGISTRIES ACT, 1937 OF THE INTENTION TO APPLY FOR THE ISSUE OF CERTIFIED COPIES OF :-	[10, 48, 192, 66]
notice-paragraph: 66. DEED OF TRANSFER NO. T17594/1999 PASSED BY NGWATHE LOCAL MUNICIPALITY IN FAVOUR OF MAKABO JOHN MBHA, IDENTITY NUMBER …, AND MATSELISO MARIA MBHA, MARRIED IN COMMUNITY OF PROPERTY TO EACH OTHER, IN RESPECT OF ERF 2591 PHIRITONA, DISTRICT HEILBRON, PROVINCE FREE STATE WHICH HAS BEEN LOST OR DESTROYED. APPLICANT: MR & MRS MBHA, STAND 2591 PHIRITONA, HEILBRON.	[589, 458, 772, 494]
notice-paragraph: 56. DEED OF TRANSFER NO. T7615/2005 PASSED BY NGWATHE LOCAL MUNICIPALITY IN FAVOUR OF MARIA MOLOI, IDENTITY NUMBER …, UNMARRIED, IN RESPECT OF ERF 175 SANDERSVILLE EXTENSION 1, DISTRICT HEILBRON, PROVINCE FREE STATE WHICH HAS BEEN LOST OR DESTROYED. APPLICANT: MS MOLOI, STAND 175 SANDERSVILLE EXTENSION 1, HEILBRON.	[589, 62, 772, 91]
